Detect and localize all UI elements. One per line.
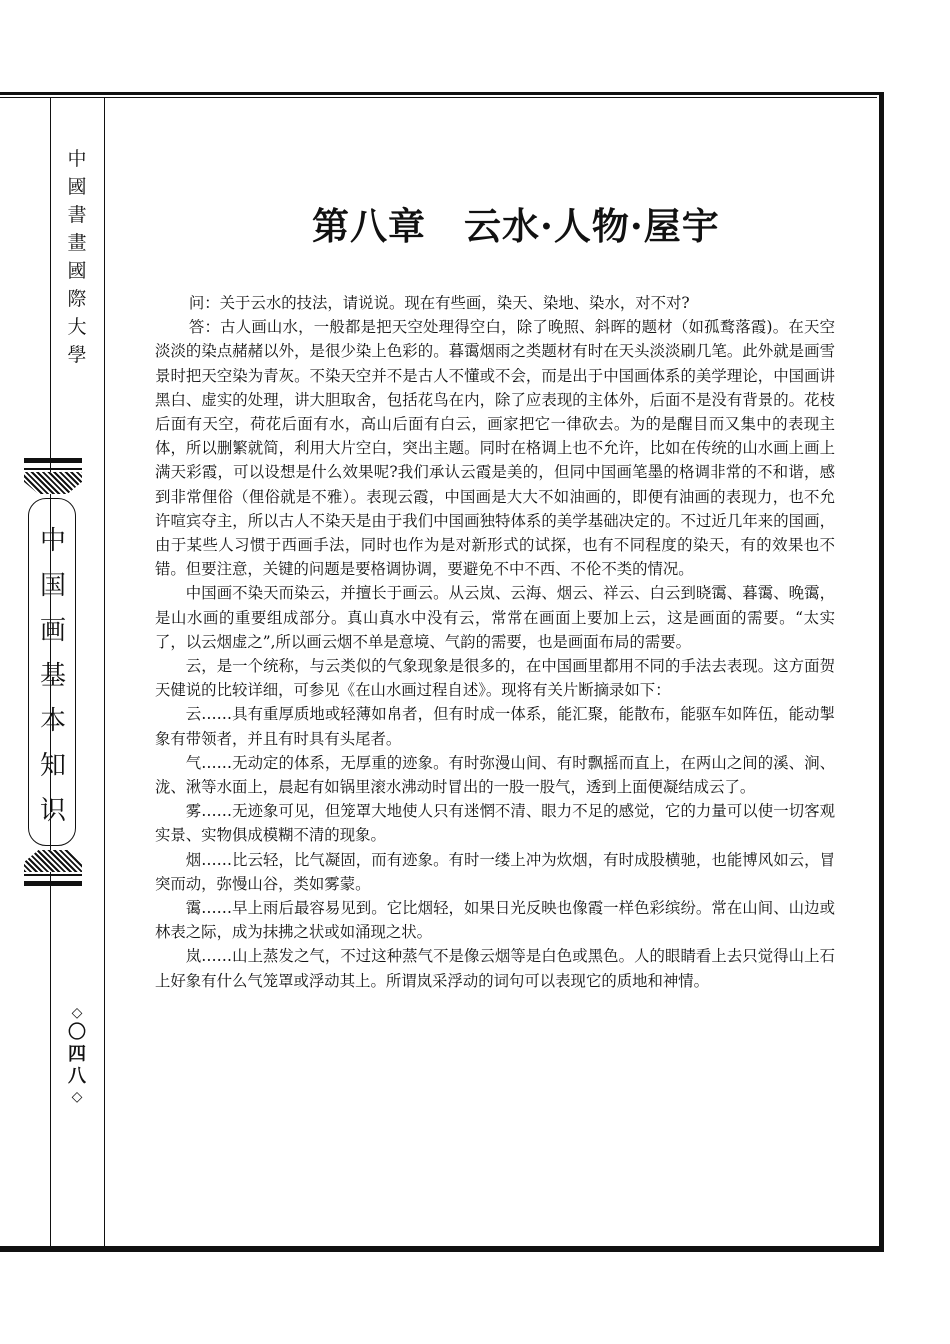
answer-paragraph: 答：古人画山水，一般都是把天空处理得空白，除了晚照、斜晖的题材（如孤鹜落霞)。在天空淡淡的染点赭赭以外，是很少染上色彩的。暮霭烟雨之类题材有时在天头淡淡刷几笔。此外就是画雪景时把天空染为青灰。不染天空并不是古人不懂或不会，而是出于中国画体系的美学理论，中国画讲黑白、虚实的处理，讲大胆取舍，包括花鸟在内，除了应表现的主体外，后面不是没有背景的。花枝后面有天空，荷花后面有水，高山后面有白云，画家把它一律砍去。为的是醒目而又集中的表现主体，所以删繁就简，利用大片空白，突出主题。同时在格调上也不允许，比如在传统的山水画上画上满天彩霞，可以设想是什么效果呢?我们承认云霞是美的，但同中国画笔墨的格调非常的不和谐，感到非常俚俗（俚俗就是不雅）。表现云霞，中国画是大大不如油画的，即便有油画的表现力，也不允许喧宾夺主，所以古人不染天是由于我们中国画独特体系的美学基础决定的。不过近几年来的国画，由于某些人习惯于西画手法，同时也作为是对新形式的试探，也有不同程度的染天，有的效果也不错。但要注意，关键的问题是要格调协调，要避免不中不西、不伦不类的情况。 bbox=[155, 318, 835, 579]
school-char: 國 bbox=[67, 260, 87, 282]
quote-paragraph: 霭……早上雨后最容易见到。它比烟轻，如果日光反映也像霞一样色彩缤纷。常在山间、山边或林表之际，成为抹拂之状或如涌现之状。 bbox=[155, 899, 835, 942]
frame-inner-line bbox=[0, 97, 877, 98]
badge-top-thin-bar bbox=[24, 468, 82, 470]
chapter-name: 云水·人物·屋宇 bbox=[464, 204, 720, 248]
quote-paragraph: 烟……比云轻，比气凝固，而有迹象。有时一缕上冲为炊烟，有时成股横驰，也能博风如云，冒突而动，弥慢山谷，类如雾蒙。 bbox=[155, 850, 835, 893]
chapter-title bbox=[312, 196, 720, 250]
paragraph: 云，是一个统称，与云类似的气象现象是很多的，在中国画里都用不同的手法去表现。这方面贺天健说的比较详细，可参见《在山水画过程自述》。现将有关片断摘录如下： bbox=[155, 657, 835, 700]
badge-bottom-bar bbox=[24, 881, 82, 886]
quote-paragraph: 气……无动定的体系，无厚重的迹象。有时弥漫山间、有时飘摇而直上，在两山之间的溪、涧、泷、湫等水面上，晨起有如锅里滚水沸动时冒出的一股一股气，透到上面便凝结成云了。 bbox=[155, 753, 835, 797]
school-char: 畫 bbox=[67, 232, 87, 254]
book-title-char: 中 bbox=[39, 526, 66, 556]
chapter-number: 第八章 bbox=[312, 204, 426, 248]
book-title bbox=[36, 528, 70, 824]
page-number-char: 〇 bbox=[68, 1022, 86, 1043]
page-number-char: 四 bbox=[68, 1044, 86, 1065]
badge-bottom-ornament bbox=[24, 850, 82, 872]
body-text bbox=[155, 291, 835, 993]
badge-top-ornament bbox=[24, 472, 82, 494]
question-paragraph: 问：关于云水的技法，请说说。现在有些画，染天、染地、染水，对不对? bbox=[188, 294, 690, 312]
book-title-char: 识 bbox=[39, 796, 66, 826]
page-number bbox=[62, 1006, 92, 1104]
quote-paragraph: 云……具有重厚质地或轻薄如帛者，但有时成一体系，能汇聚，能散布，能驱车如阵伍，能动掣象有带领者，并且有时具有头尾者。 bbox=[155, 705, 835, 748]
sidebar-divider-right bbox=[104, 97, 105, 1246]
book-title-char: 本 bbox=[39, 706, 66, 736]
school-char: 中 bbox=[67, 148, 87, 170]
badge-top-bar bbox=[24, 458, 82, 463]
book-title-char: 国 bbox=[39, 571, 66, 601]
school-char: 際 bbox=[67, 288, 87, 310]
quote-paragraph: 雾……无迹象可见，但笼罩大地使人只有迷惘不清、眼力不足的感觉，它的力量可以使一切客观实景、实物俱成模糊不清的现象。 bbox=[155, 802, 835, 845]
badge-bottom-thin-bar bbox=[24, 874, 82, 876]
book-title-char: 画 bbox=[39, 616, 66, 646]
school-char: 國 bbox=[67, 176, 87, 198]
quote-paragraph: 岚……山上蒸发之气，不过这种蒸气不是像云烟等是白色或黑色。人的眼睛看上去只觉得山上石上好象有什么气笼罩或浮动其上。所谓岚采浮动的词句可以表现它的质地和神情。 bbox=[155, 947, 835, 990]
book-title-char: 基 bbox=[39, 661, 66, 691]
paragraph: 中国画不染天而染云，并擅长于画云。从云岚、云海、烟云、祥云、白云到晓霭、暮霭、晚霭，是山水画的重要组成部分。真山真水中没有云，常常在画面上要加上云，这是画面的需要。“太实了，以云烟虚之”,所以画云烟不单是意境、气韵的需要，也是画面布局的需要。 bbox=[155, 584, 835, 651]
school-char: 大 bbox=[67, 316, 87, 338]
book-title-badge bbox=[24, 458, 82, 886]
book-title-char: 知 bbox=[39, 751, 66, 781]
school-char: 書 bbox=[67, 204, 87, 226]
page-number-char: 八 bbox=[68, 1066, 86, 1087]
diamond-icon: ◇ bbox=[71, 1005, 83, 1021]
school-char: 學 bbox=[67, 344, 87, 366]
sidebar-school-name bbox=[62, 150, 92, 365]
diamond-icon: ◇ bbox=[71, 1089, 83, 1105]
